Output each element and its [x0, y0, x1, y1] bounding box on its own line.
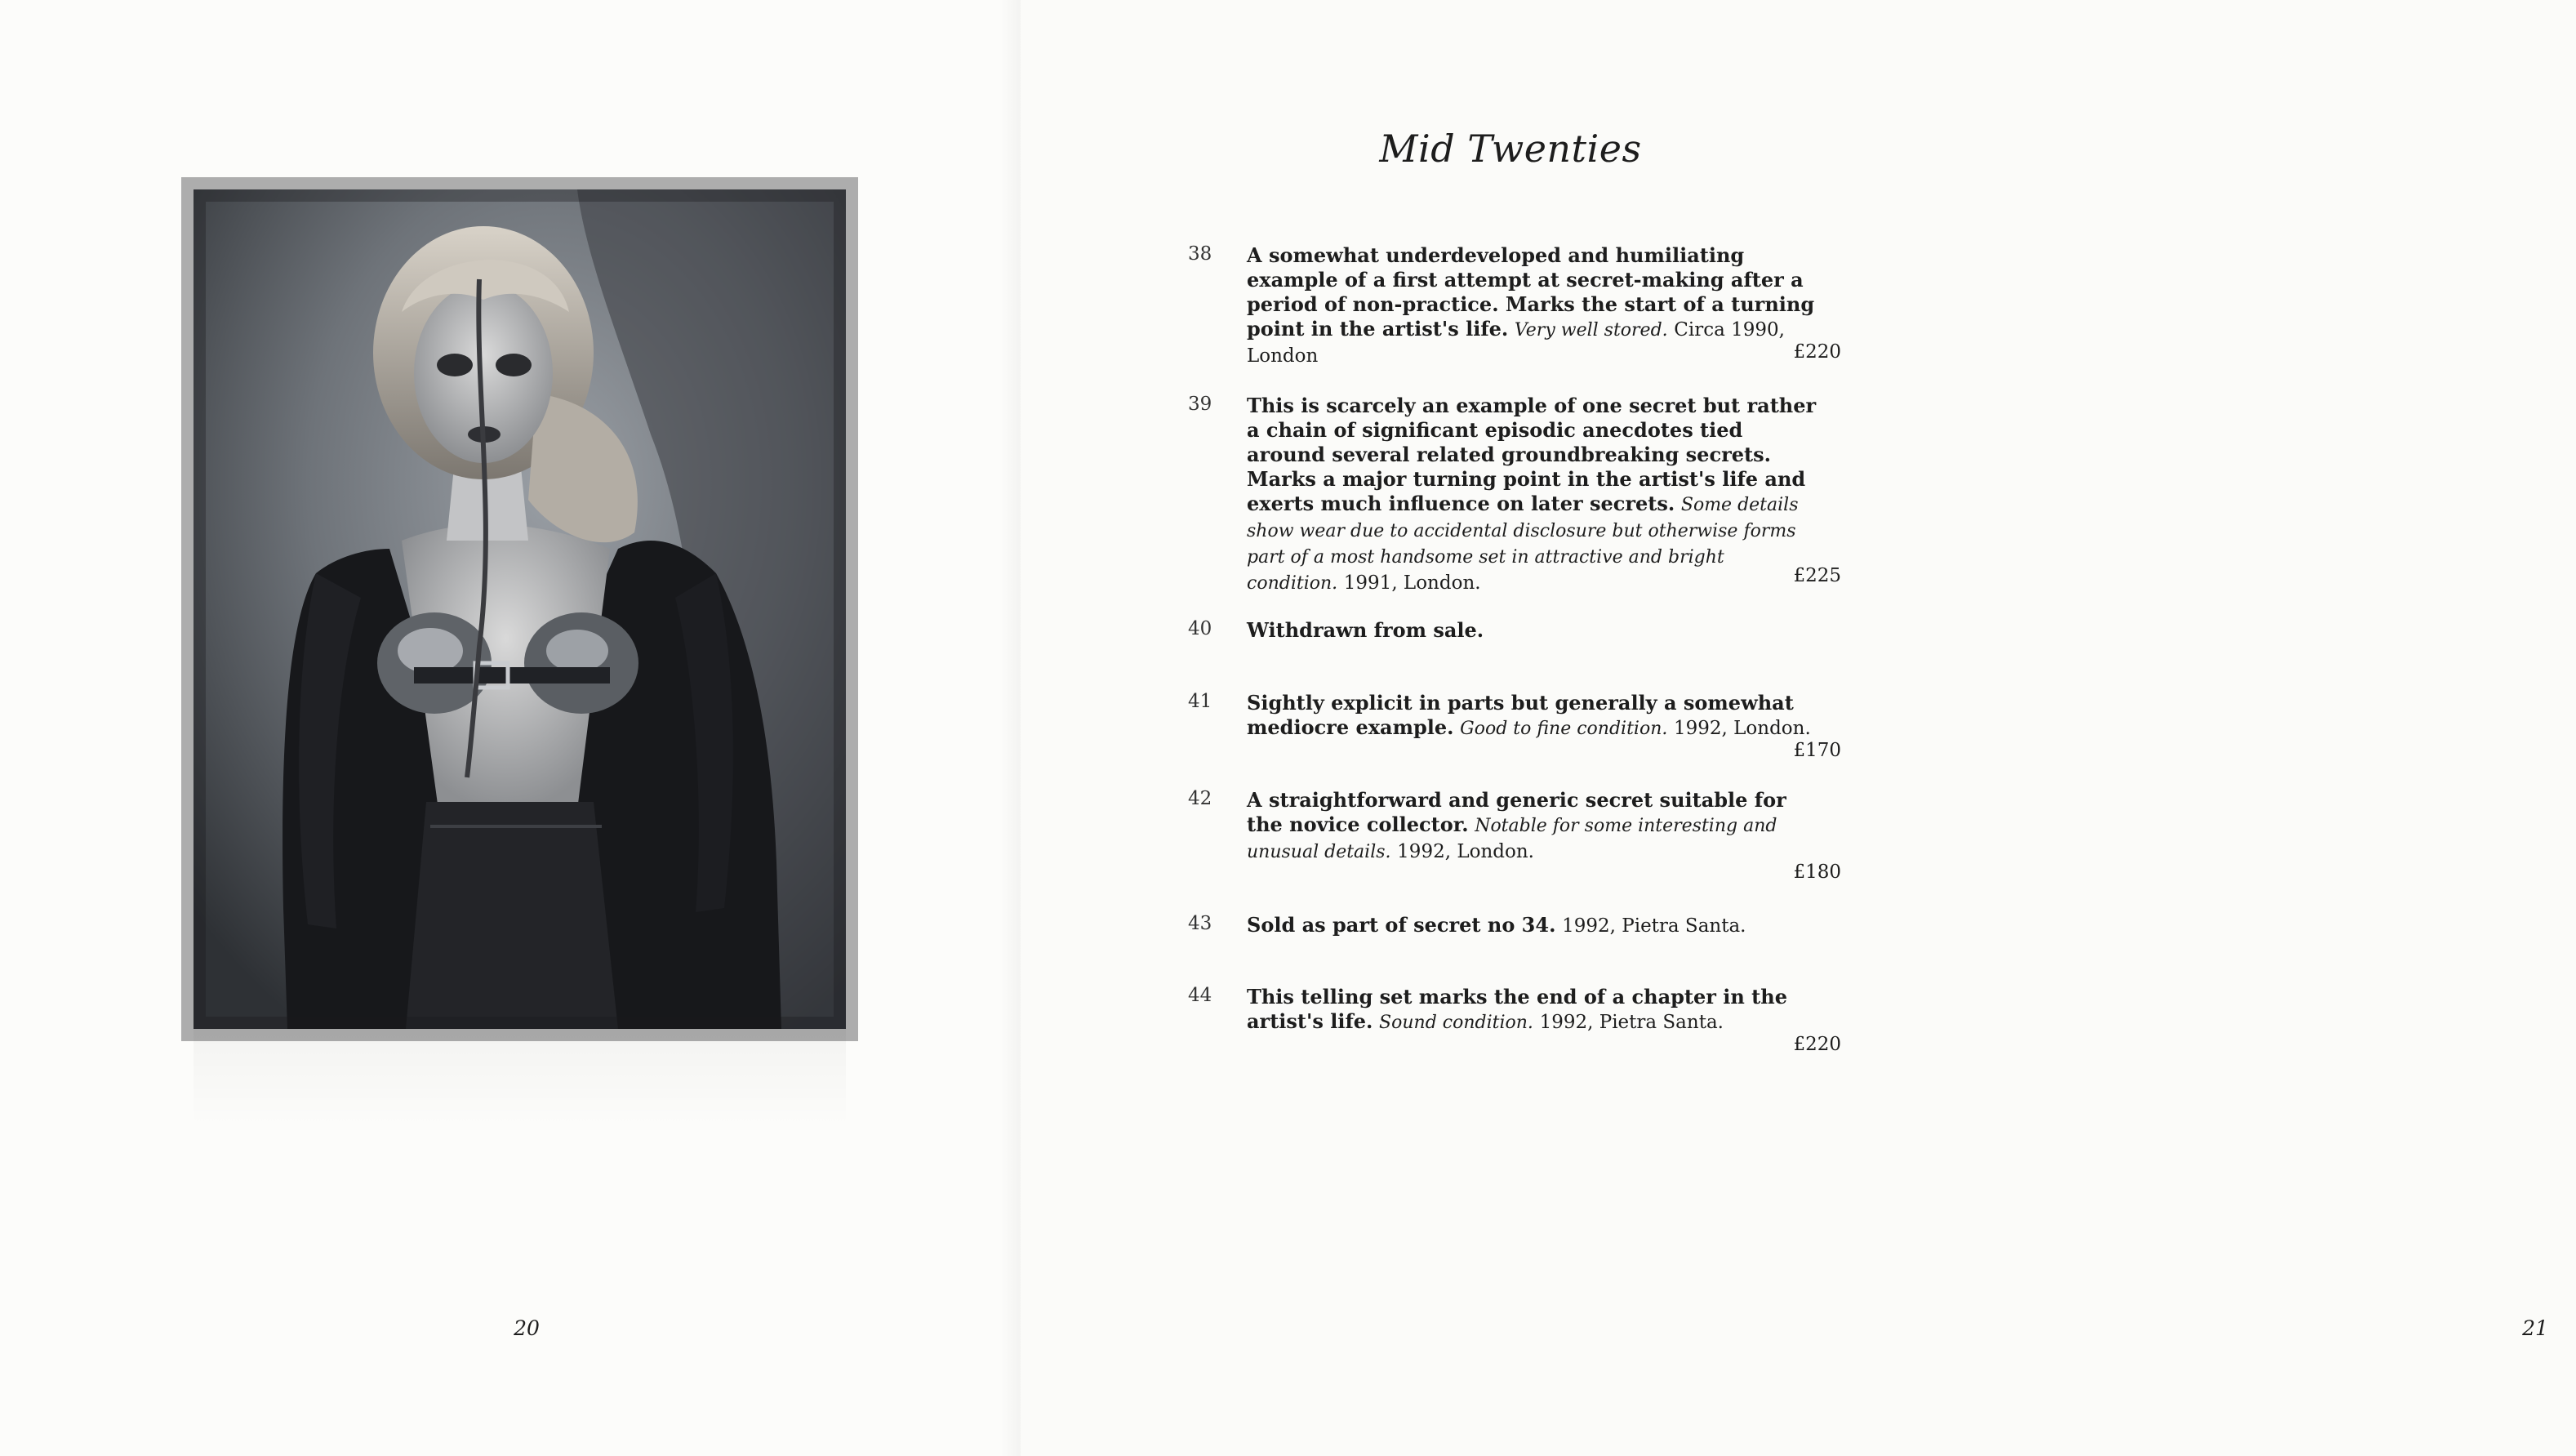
section-title: Mid Twenties	[1379, 127, 1642, 171]
lot-price: £180	[1793, 862, 1841, 883]
lot-date-place: 1992, London.	[1674, 718, 1811, 739]
lot-condition: Good to fine condition.	[1460, 719, 1668, 739]
lot-date-place: 1991, London.	[1343, 572, 1481, 594]
left-page	[0, 0, 1021, 1456]
lot-price: £170	[1793, 740, 1841, 761]
lot-condition: Very well stored.	[1514, 320, 1668, 341]
lot-number: 43	[1188, 913, 1212, 934]
lot-condition: Sound condition.	[1379, 1013, 1533, 1033]
lot-headline: This is scarcely an example of one secret but rather a chain of significant episodic anecdotes tied around several related groundbreaking secrets. Marks a major turning point in the artist's life and exerts much influence on later secrets.	[1247, 394, 1817, 515]
lot-number: 40	[1188, 618, 1212, 639]
lot-description	[1247, 985, 1818, 1035]
lot-price: £220	[1793, 341, 1841, 363]
lot-number: 38	[1188, 243, 1212, 265]
lot-headline: A somewhat underdeveloped and humiliating example of a first attempt at secret-making after a period of non-practice. Marks the start of a turning point in the artist's life.	[1247, 243, 1815, 341]
lot-description	[1247, 913, 1818, 938]
lot-price: £220	[1793, 1034, 1841, 1055]
lot-description	[1247, 618, 1818, 643]
lot-number: 39	[1188, 394, 1212, 415]
lot-number: 41	[1188, 691, 1212, 712]
lot-date-place: 1992, Pietra Santa.	[1539, 1012, 1724, 1033]
lot-description	[1247, 788, 1818, 865]
lot-number: 44	[1188, 985, 1212, 1006]
photo-shadow	[194, 1029, 846, 1127]
lot-condition: Notable for some interesting and unusual details.	[1247, 816, 1777, 862]
page-number-right: 21	[2522, 1316, 2548, 1340]
lot-date-place: Circa 1990, London	[1247, 319, 1785, 367]
lot-headline: Sold as part of secret no 34.	[1247, 913, 1556, 937]
lot-headline: A straightforward and generic secret suitable for the novice collector.	[1247, 788, 1786, 836]
lot-description	[1247, 691, 1818, 741]
lot-headline: Sightly explicit in parts but generally a somewhat mediocre example.	[1247, 691, 1794, 739]
lot-number: 42	[1188, 788, 1212, 809]
lot-date-place: 1992, Pietra Santa.	[1562, 915, 1746, 937]
lot-condition: Some details show wear due to accidental disclosure but otherwise forms part of a most handsome set in attractive and bright condition.	[1247, 495, 1799, 594]
page-number-left: 20	[514, 1316, 540, 1340]
portrait-photograph	[194, 189, 846, 1029]
lot-date-place: 1992, London.	[1397, 841, 1534, 862]
portrait-figure-graphic	[194, 189, 846, 1029]
lot-headline: Withdrawn from sale.	[1247, 618, 1484, 642]
lot-headline: This telling set marks the end of a chapter in the artist's life.	[1247, 985, 1787, 1033]
lot-price: £225	[1793, 565, 1841, 586]
